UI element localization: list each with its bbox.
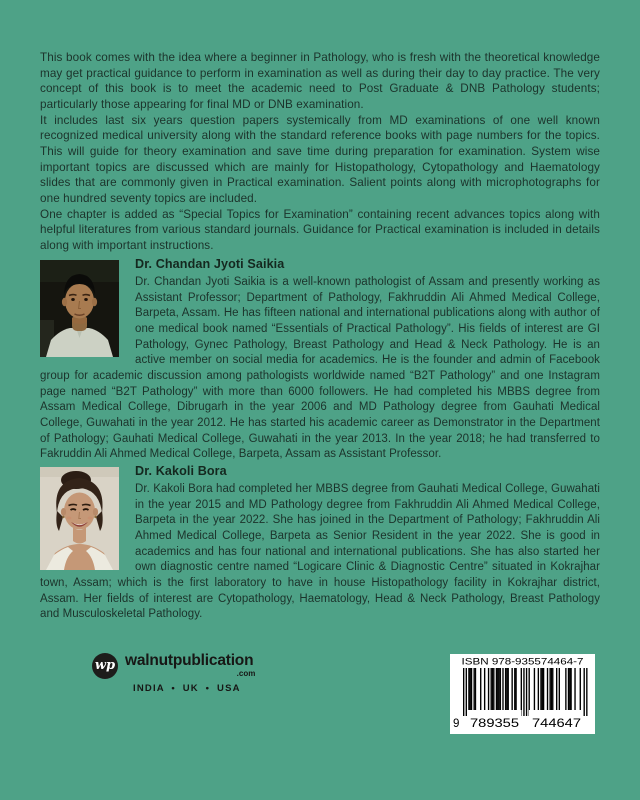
ean13-barcode-graphic [450,654,595,734]
intro-paragraph-1: This book comes with the idea where a beginner in Pathology, who is fresh with the theoretical knowledge may get practical guidance to perform in examination as well as during their day to day practice. The very concept of this book is to meet the academic need to Post Graduate & DNB Pathology students; particularly those appearing for final MD or DNB examination. [40,51,600,111]
author-photo-man [40,260,119,357]
isbn-label: ISBN 978-935574464-7 [461,656,584,667]
author-section-kakoli [40,464,600,623]
author-section-chandan [40,257,600,463]
walnut-publication-monogram-icon: wp [92,653,118,679]
man-portrait-illustration [40,260,119,357]
intro-paragraph-2: It includes last six years question papers systemically from MD examinations of one well known recognized medical university along with the standard reference books with page numbers for the topics. This will guide for theory examination and save time during preparation for examination. System wise important topics are discussed which are mainly for Histopathology, Cytopathology and Haematology slides that are commonly given in Practical examination. Salient points along with microphotographs for one hundred seventy topics are included. [40,113,600,205]
isbn-digit-leading: 9 [453,718,460,730]
author-photo-woman [40,467,119,570]
isbn-digits-group1: 789355 [470,718,519,730]
woman-portrait-illustration [40,467,119,570]
author-name-chandan: Dr. Chandan Jyoti Saikia [135,257,285,271]
publisher-name: walnutpublication [125,652,254,669]
isbn-digits-group2: 744647 [532,718,581,730]
author-bio-chandan: Dr. Chandan Jyoti Saikia is a well-known pathologist of Assam and presently working as Assistant Professor; Department of Pathology, Fakhruddin Ali Ahmed Medical College, Barpeta, Assam. He has fifteen national and international publications along with author of one medical book named “Essentials of Practical Pathology”. His fields of interest are GI Pathology, Gynec Pathology, Breast Pathology and Head & Neck Pathology. He is an active member on social media for academics. He is the founder and admin of Facebook group for academic discussion among pathologists worldwide named “B2T Pathology” and one Instagram page named “B2T Pathology” with more than 6000 followers. He had completed his MBBS degree from Assam Medical College, Dibrugarh in the year 2006 and MD Pathology degree from Gauhati Medical College, Guwahati in the year 2012. He has started his academic career as Demonstrator in the Department of Pathology; Gauhati Medical College, Guwahati in the year 2013. In the year 2018; he had transferred to Fakruddin Ali Ahmed Medical College, Barpeta, Assam as Assistant Professor. [40,276,600,461]
author-name-kakoli: Dr. Kakoli Bora [135,464,227,478]
isbn-barcode [450,654,595,734]
author-bio-kakoli: Dr. Kakoli Bora had completed her MBBS degree from Gauhati Medical College, Guwahati in the year 2015 and MD Pathology degree from Fakhruddin Ali Ahmed Medical College, Barpeta in the year 2022. She has joined in the Department of Pathology; Fakhruddin Ali Ahmed Medical College, Barpeta as Senior Resident in the year 2022. She is good in academics and has four national and international publications. She has also started her own diagnostic centre named “Logicare Clinic & Diagnostic Centre” situated in Kokrajhar town, Assam; which is the first laboratory to have in house Histopathology facility in Kokrajhar district, Assam. Her fields of interest are Cytopathology, Haematology, Head & Neck Pathology, Breast Pathology and Musculoskeletal Pathology. [40,483,600,621]
book-description [40,50,600,254]
publisher-logo [92,652,282,696]
publisher-domain-suffix: .com [236,669,256,678]
publisher-name-wrap [125,652,256,678]
intro-paragraph-3: One chapter is added as “Special Topics for Examination” containing recent advances topics along with helpful literatures from various standard journals. Guidance for Practical examination is included in details along with important instructions. [40,207,600,252]
publisher-regions: INDIA • UK • USA [133,683,241,694]
